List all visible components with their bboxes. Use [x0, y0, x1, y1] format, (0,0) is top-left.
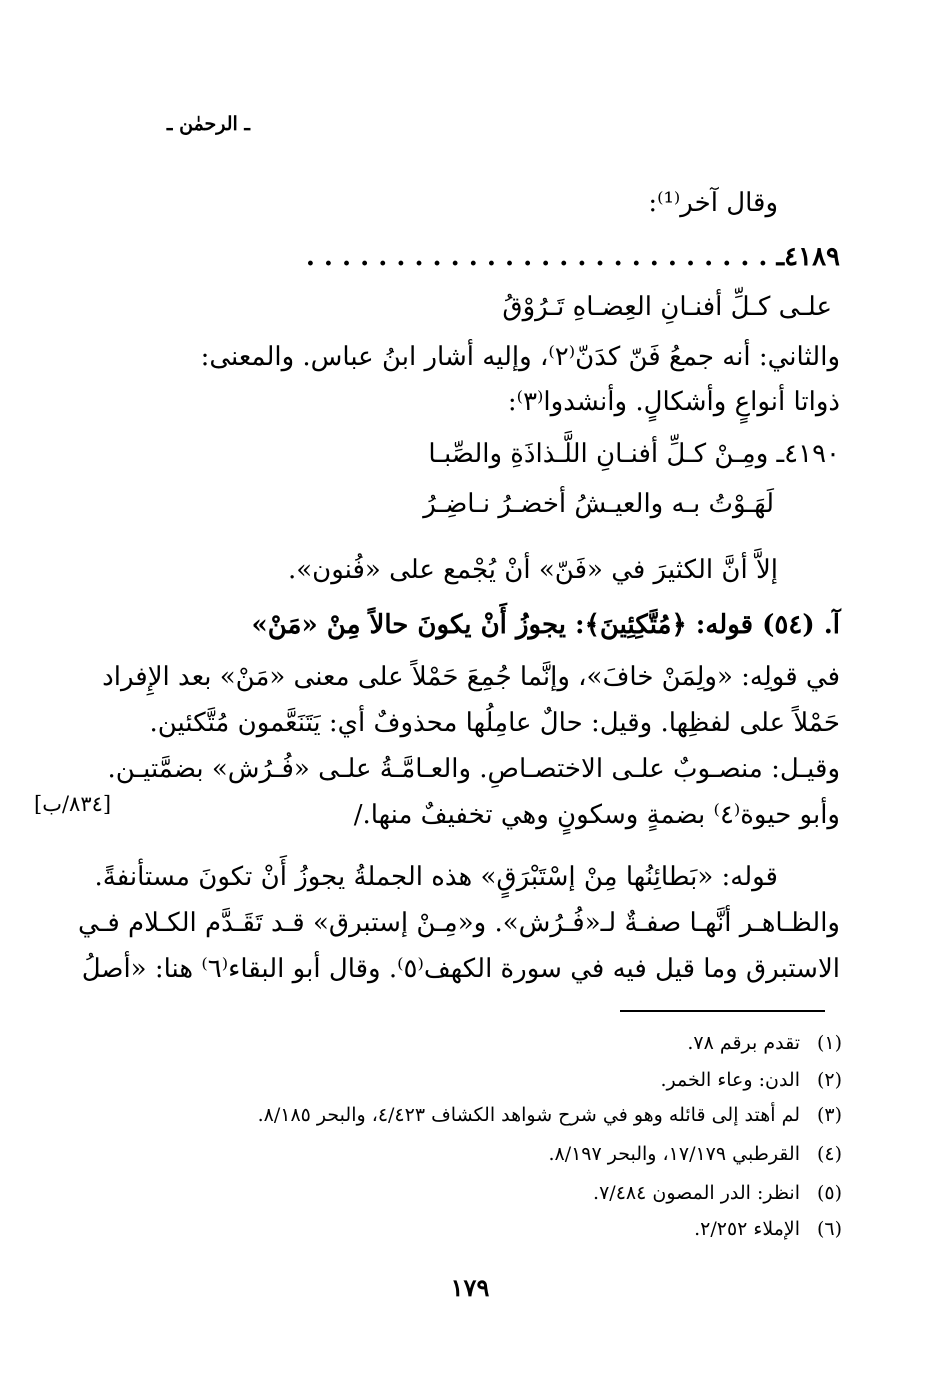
- footnote: [548, 1141, 842, 1167]
- footnote-number: (٦): [816, 1218, 842, 1240]
- footnote-text: تقدم برقم ٧٨.: [687, 1032, 800, 1054]
- footnote-number: (١): [816, 1032, 842, 1054]
- body-line: وقال آخر⁽¹⁾:: [648, 188, 778, 218]
- footnote-text: الدن: وعاء الخمر.: [660, 1069, 800, 1091]
- footnote-number: (٢): [816, 1069, 842, 1091]
- verse-line: ٤١٩٠ـ ومِـنْ كـلِّ أفنـانِ اللَّـذاذَةِ والصِّبـا: [428, 439, 840, 469]
- footnote: [593, 1180, 842, 1206]
- body-line: وأبو حيوة⁽٤⁾ بضمةٍ وسكونٍ وهي تخفيفٌ منها./: [353, 800, 840, 830]
- footnote-text: القرطبي ١٧/١٧٩، والبحر ٨/١٩٧.: [548, 1143, 800, 1165]
- verse-number-line: ٤١٨٩ـ . . . . . . . . . . . . . . . . . . . . . . . . . .: [305, 242, 840, 272]
- footnote: [694, 1216, 842, 1242]
- footnote: [258, 1102, 842, 1128]
- body-line: والثاني: أنه جمعُ فَنّ كدَنّ⁽٢⁾، وإليه أشار ابنُ عباس. والمعنى:: [200, 342, 840, 372]
- body-line: قوله: «بَطائِنُها مِنْ إسْتَبْرَقٍ» هذه الجملةُ يجوزُ أَنْ تكونَ مستأنفةً.: [94, 862, 778, 892]
- footnote-number: (٥): [816, 1182, 842, 1204]
- body-line: ذواتا أنواعٍ وأشكالٍ. وأنشدوا⁽٣⁾:: [507, 387, 840, 417]
- footnote-text: انظر: الدر المصون ٧/٤٨٤.: [593, 1182, 800, 1204]
- body-line: والظـاهـر أنَّهـا صفـةٌ لـ«فُـرُش». و«مِـنْ إستبرق» قـد تَقَـدَّم الكـلام فـي: [78, 908, 840, 938]
- footnote-text: لم أهتد إلى قائله وهو في شرح شواهد الكشاف ٤/٤٢٣، والبحر ٨/١٨٥.: [257, 1104, 800, 1126]
- verse-line: علـى كـلِّ أفنـانِ العِضـاهِ تَـرُوْقُ: [502, 292, 832, 322]
- footnote-separator: [620, 1010, 825, 1012]
- body-line: إلاَّ أنَّ الكثيرَ في «فَنّ» أنْ يُجْمع على «فُنون».: [287, 555, 778, 585]
- footnote: [660, 1067, 842, 1093]
- body-line: وقيـل: منصـوبٌ علـى الاختصـاصِ. والعـامَّـةُ علـى «فُـرُش» بضمَّتيـن.: [107, 754, 840, 784]
- body-line: حَمْلاً على لفظِها. وقيل: حالٌ عامِلُها محذوفٌ أي: يَتَنَعَّمون مُتَّكئين.: [149, 708, 840, 738]
- footnote-number: (٤): [816, 1143, 842, 1165]
- footnote: [687, 1030, 842, 1056]
- commentary-heading-line: آ. (٥٤) قوله: ﴿مُتَّكِئِينَ﴾: يجوزُ أَنْ يكونَ حالاً مِنْ «مَنْ»: [251, 610, 840, 640]
- body-line: في قولِه: «ولِمَنْ خافَ»، وإنَّما جُمِعَ حَمْلاً على معنى «مَنْ» بعد الإِفراد: [102, 662, 840, 692]
- running-title: ـ الرحمٰن ـ: [166, 113, 250, 135]
- footnote-number: (٣): [816, 1104, 842, 1126]
- margin-page-reference: [٨٣٤/ب]: [34, 792, 112, 816]
- page-number: ١٧٩: [450, 1273, 490, 1302]
- verse-line: لَهَـوْتُ بـه والعيـشُ أخضـرُ نـاضِـرُ: [423, 489, 774, 519]
- body-line: الاستبرق وما قيل فيه في سورة الكهف⁽٥⁾. وقال أبو البقاء⁽٦⁾ هنا: «أصلُ: [81, 954, 840, 984]
- footnote-text: الإملاء ٢/٢٥٢.: [694, 1218, 800, 1240]
